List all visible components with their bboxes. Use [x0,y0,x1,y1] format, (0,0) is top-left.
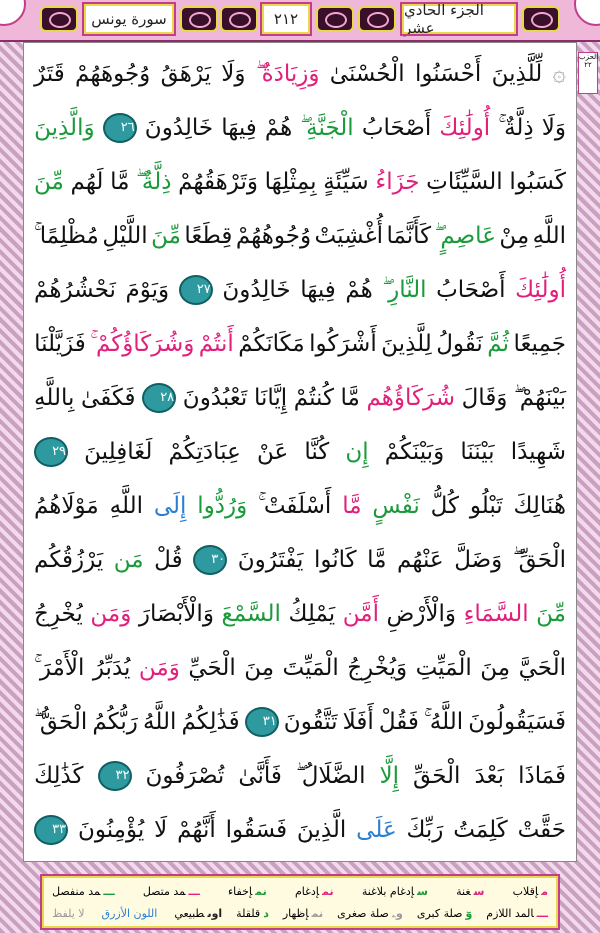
word: فَذَٰلِكُمُ [181,709,240,735]
word: تَعْبُدُونَ [182,385,248,411]
word: أَنتُمْ [198,331,234,357]
legend-swatch: نم [311,907,324,920]
legend-label: إخفاء [228,885,253,898]
text-line [34,155,566,209]
word: بَيْنَنَا [460,439,495,465]
tajweed-legend [42,876,558,928]
word: مَوْلَاهُمُ [34,493,99,519]
word: أَنَّهُمْ [177,817,216,843]
word: بِمِثْلِهَا [264,169,317,195]
legend-swatch: م [541,885,548,898]
legend-item [52,881,115,903]
ayah-number-marker: ٢٦ [103,113,137,143]
word: يَرْهَقُ [160,61,211,87]
legend-item [417,903,472,925]
word: وَلَا [221,61,246,87]
word: الضَّلَالُ ۖ [295,763,366,789]
word: مَّا [340,385,360,411]
word: وَتَرْهَقُهُمْ [178,169,258,195]
word: وَالَّذِينَ [34,115,95,141]
word: ذِلَّةٌ ۖ [136,169,172,195]
legend-item [174,903,222,925]
word: مِّنَ [34,169,64,195]
legend-row [52,903,548,925]
word: أَصْحَابُ [361,115,432,141]
word: يُدَبِّرُ [92,655,131,681]
word: الْحَقُّ ۖ [34,709,88,735]
text-line [34,533,566,587]
ayah-number-marker: ٣٣ [34,815,68,845]
text-line [34,263,566,317]
word: أَسْلَفَتْ ۚ [258,493,332,519]
legend-swatch: اوى [207,907,223,920]
word: مِّنَ [151,223,181,249]
word: قَتَرٌ [34,61,65,87]
word: ذِلَّةٌ ۚ [498,115,534,141]
legend-swatch: وۦ [391,907,403,920]
legend-item [143,881,200,903]
ayah-number-marker: ٣٢ [98,761,132,791]
legend-label: غنة [456,885,471,898]
word: شَهِيدًا [510,439,566,465]
word: السَّمْعَ [221,601,281,627]
legend-label: مد منفصل [52,885,101,898]
word: فَمَاذَا [518,763,566,789]
word: وَيَوْمَ [125,277,170,303]
ayah-number-marker: ٣١ [245,707,279,737]
word: ثُمَّ [487,331,509,357]
word: تَبْلُو [469,493,503,519]
word: فِيهَا [300,277,336,303]
legend-item [486,903,548,925]
word: فَأَنَّىٰ [238,763,282,789]
word: نَقُولُ [436,331,483,357]
legend-swatch: ـــ [103,885,115,898]
word: مَّا [110,169,130,195]
word: هُمْ [345,277,373,303]
word: كُنَّا [304,439,330,465]
word: وَالْأَرْضِ [386,601,457,627]
word: الْجَنَّةِ ۖ [300,115,354,141]
word: إِلَى [153,493,187,519]
word: رَبُّكُمُ [92,709,138,735]
legend-item [337,903,403,925]
legend-item [456,881,484,903]
word: النَّارِ ۖ [382,277,427,303]
word: مِنَ [480,655,511,681]
text-line [34,587,566,641]
legend-label: المد اللازم [486,907,534,920]
word: كَأَنَّمَا [386,223,432,249]
word: مَن [113,547,144,573]
text-line [34,317,566,371]
word: مِنَ [244,655,275,681]
legend-label: إقلاب [512,885,539,898]
word: يَمْلِكُ [288,601,336,627]
text-line [34,641,566,695]
word: لَا [154,817,168,843]
word: السَّمَاءِ [463,601,529,627]
word: خَالِدُونَ [222,277,291,303]
word: الْمَيِّتِ [415,655,472,681]
word: الْحَقِّ [413,763,461,789]
word: اللَّهُ ۚ [424,709,464,735]
word: سَيِّئَةٍ [323,169,369,195]
word: لَهُم [70,169,104,195]
word: اللَّهُ [143,709,177,735]
legend-swatch: نم [255,885,267,898]
word: وَقَالَ [461,385,508,411]
ayah-number-marker: ٣٠ [193,545,227,575]
word: الْحَيِّ [188,655,236,681]
word: قِطَعًا [184,223,233,249]
text-line [34,425,566,479]
header-ornament [180,6,218,32]
word: عِبَادَتِكُمْ [168,439,241,465]
word: اللَّيْلِ [102,223,148,249]
word: فَسَيَقُولُونَ [468,709,566,735]
word: هُنَالِكَ [513,493,566,519]
word: وَالْأَبْصَارَ [138,601,214,627]
word: عَنْ [256,439,289,465]
word: لِّلَّذِينَ [491,61,543,87]
legend-item [283,903,323,925]
word: أُولَٰئِكَ [439,115,491,141]
text-line [34,749,566,803]
word: وُجُوهَهُمْ [75,61,151,87]
header-ornament [522,6,560,32]
word: نَفْسٍ [372,493,420,519]
header-ornament [40,6,78,32]
word: يَفْتَرُونَ [237,547,304,573]
word: فَكَفَىٰ [81,385,136,411]
word: كَسَبُوا [509,169,566,195]
legend-label: صلة صغرى [337,907,389,920]
text-line [34,209,566,263]
word: كَذَٰلِكَ [34,763,84,789]
word: عَنْهُم [397,547,444,573]
word: أُولَٰئِكَ [515,277,566,303]
header-ornament [358,6,396,32]
word: أَصْحَابُ [436,277,506,303]
legend-label: إظهار [282,907,309,920]
word: مَّا [342,493,362,519]
word: عَاصِمٍ ۖ [434,223,496,249]
word: الْأَمْرَ ۚ [34,655,85,681]
word: مَّا [367,547,387,573]
page-number: ٢١٢ [262,4,310,34]
word: بَعْدَ [474,763,505,789]
legend-swatch: وٓ [465,907,473,920]
text-line [34,803,566,857]
word: يُؤْمِنُونَ [77,817,145,843]
legend-swatch: ـــ [536,907,548,920]
word: بِاللَّهِ [34,385,75,411]
legend-label: لا يلفظ [52,907,85,920]
legend-item [513,881,548,903]
text-line [34,101,566,155]
word: السَّيِّئَاتِ [426,169,503,195]
legend-swatch: ـــ [188,885,200,898]
word: اللَّهِ [532,223,566,249]
quran-text [23,42,577,862]
word: بَيْنَهُمْ ۖ [514,385,566,411]
word: كُنتُمْ [293,385,334,411]
word: رَبِّكَ [406,817,444,843]
word: فَسَقُوا [225,817,288,843]
legend-swatch: د [263,907,269,920]
word: أُغْشِيَتْ [314,223,384,249]
word: أَحْسَنُوا [414,61,482,87]
header-ornament [316,6,354,32]
legend-item [236,903,269,925]
word: مَكَانَكُمْ [238,331,305,357]
word: إِيَّانَا [253,385,288,411]
word: وَبَيْنَكُمْ [384,439,445,465]
legend-item [52,903,87,925]
text-line [34,479,566,533]
word: كَلِمَتُ [453,817,508,843]
legend-label: إدغام [294,885,320,898]
word: وَيُخْرِجُ [347,655,408,681]
word: أَفَلَا [342,709,374,735]
word: وَضَلَّ [454,547,503,573]
word: جَزَاءُ [375,169,420,195]
word: وُجُوهُهُمْ [235,223,312,249]
word: الْمَيِّتَ [282,655,339,681]
legend-item [295,881,334,903]
word: عَلَى [356,817,397,843]
word: فَقُلْ [378,709,419,735]
word: اللَّهِ [109,493,143,519]
word: مُظْلِمًا ۚ [34,223,99,249]
word: شُرَكَاؤُهُم [366,385,455,411]
word: كُلُّ [430,493,459,519]
word: هُمْ [264,115,293,141]
word: إِن [345,439,369,465]
word: نَحْشُرُهُمْ [34,277,116,303]
hizb-marker: الحزب ٢٢ [578,52,598,94]
word: يَرْزُقُكُم [34,547,104,573]
legend-label: إدغام بلاغنة [361,885,415,898]
legend-label: اللون الأزرق [101,907,158,920]
word: وَمَن [138,655,180,681]
word: ۞ [552,61,566,87]
corner-ornament [0,0,26,26]
ayah-number-marker: ٢٧ [179,275,213,305]
word: مِّنَ [536,601,566,627]
legend-label: صلة كبرى [416,907,463,920]
ayah-number-marker: ٢٩ [34,437,68,467]
legend-swatch: نم [322,885,334,898]
word: إِلَّا [379,763,399,789]
header-ornament [220,6,258,32]
word: تَتَّقُونَ [283,709,338,735]
page-header [0,0,600,42]
word: وَمَن [90,601,132,627]
word: الْحُسْنَىٰ [329,61,405,87]
word: وَرُدُّوا [197,493,248,519]
word: كَانُوا [313,547,357,573]
text-line [34,371,566,425]
word: جَمِيعًا [513,331,566,357]
word: لِلَّذِينَ [381,331,432,357]
word: وَشُرَكَاؤُكُمْ ۚ [90,331,195,357]
word: وَلَا [541,115,566,141]
word: الَّذِينَ [296,817,347,843]
word: حَقَّتْ [517,817,566,843]
corner-ornament [574,0,600,26]
word: قُلْ [154,547,183,573]
text-line [34,47,566,101]
ayah-number-marker: ٢٨ [142,383,176,413]
legend-swatch: س [473,885,485,898]
juz-name: الجزء الحادي عشر [402,4,516,34]
word: فَزَيَّلْنَا [34,331,86,357]
legend-label: مد متصل [142,885,186,898]
surah-name: سورة يونس [84,4,174,34]
word: يُخْرِجُ [34,601,83,627]
legend-label: قلقلة [236,907,261,920]
legend-item [102,903,161,925]
legend-row [52,881,548,903]
word: أَشْرَكُوا [309,331,377,357]
word: الْحَقِّ ۖ [512,547,566,573]
legend-swatch: س [417,885,428,898]
legend-item [228,881,267,903]
word: خَالِدُونَ [144,115,214,141]
word: وَزِيَادَةٌ ۖ [255,61,320,87]
word: أَمَّن [342,601,379,627]
word: تُصْرَفُونَ [145,763,225,789]
word: الْحَيَّ [518,655,566,681]
word: مِنْ [499,223,530,249]
text-line [34,695,566,749]
legend-item [362,881,428,903]
word: لَغَافِلِينَ [84,439,153,465]
word: فِيهَا [221,115,257,141]
legend-label: طبيعي [174,907,205,920]
